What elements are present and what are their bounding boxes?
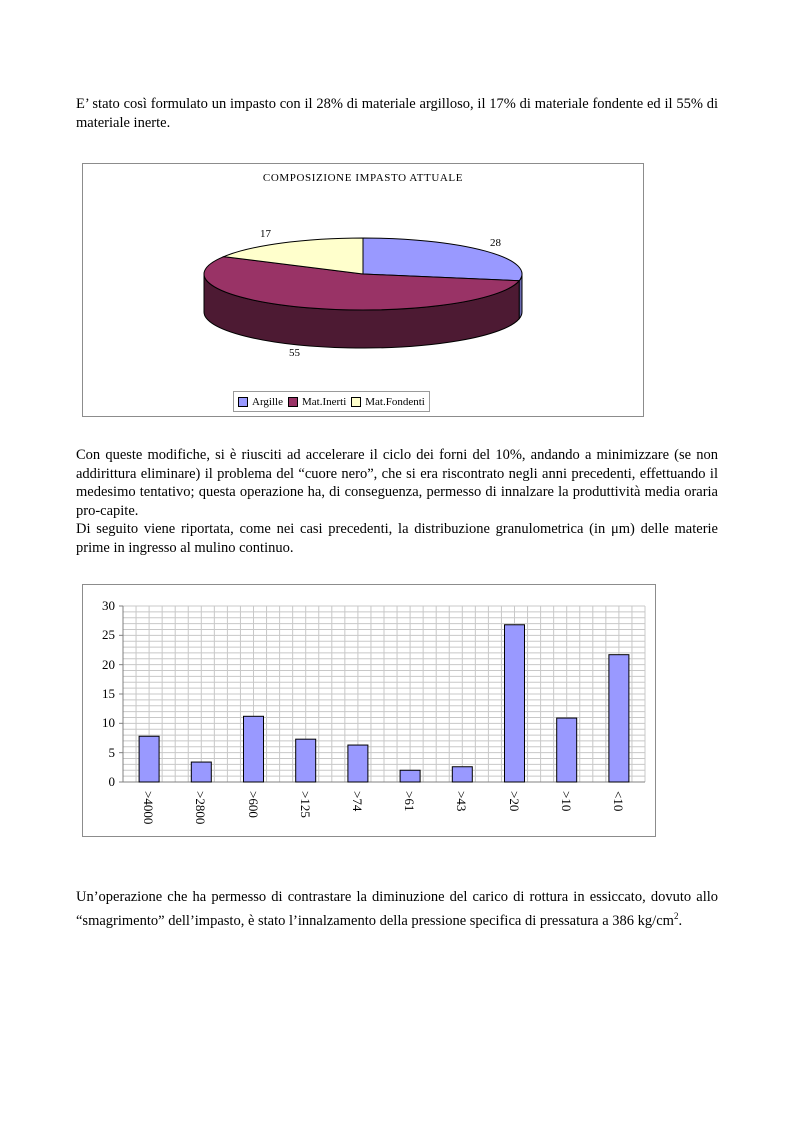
bar-2: [191, 762, 211, 782]
paragraph-intro: E’ stato così formulato un impasto con il 28% di materiale argilloso, il 17% di materiale fondente ed il 55% di materiale inerte.: [76, 96, 718, 131]
pie-label-fondenti: 17: [260, 228, 271, 240]
bar-xtick-label: >10: [558, 791, 574, 812]
bar-xtick-label: >43: [454, 791, 470, 812]
bar-xtick-label: >2800: [193, 791, 209, 825]
bar-chart-frame: [82, 584, 656, 837]
pie-chart: [83, 164, 643, 416]
bar-ytick-label: 25: [102, 627, 115, 643]
bar-ytick-label: 15: [102, 686, 115, 701]
bar-6: [400, 770, 420, 782]
bar-ytick-label: 10: [102, 715, 115, 731]
bar-8: [505, 625, 525, 782]
bar-ytick-label: 0: [108, 774, 115, 789]
bar-ytick-label: 20: [102, 656, 115, 672]
bar-xtick-label: >20: [506, 791, 522, 812]
bar-ytick-label: 30: [102, 598, 115, 613]
bar-10: [609, 655, 629, 782]
pie-label-argille: 28: [490, 237, 501, 249]
legend-label-fondenti: Mat.Fondenti: [365, 395, 425, 408]
legend-item-fondenti: [351, 396, 425, 408]
legend-swatch-fondenti: [351, 397, 361, 407]
legend-swatch-argille: [238, 397, 248, 407]
bar-xtick-label: >61: [402, 791, 418, 812]
paragraph-distribuzione: Di seguito viene riportata, come nei casi precedenti, la distribuzione granulometrica (in μm) delle materie prime in ingresso al mulino continuo.: [76, 521, 718, 556]
bar-1: [139, 736, 159, 782]
legend-label-inerti: Mat.Inerti: [301, 395, 347, 408]
legend-label-argille: Argille: [252, 395, 283, 408]
bar-xtick-label: >600: [245, 791, 261, 818]
bar-xtick-label: >125: [297, 791, 313, 818]
pressatura-superscript: 2: [673, 910, 679, 921]
bar-xtick-label: >74: [349, 791, 365, 812]
bar-7: [452, 767, 472, 782]
pie-label-inerti: 55: [289, 347, 300, 359]
paragraph-pressatura: [76, 888, 718, 930]
pie-chart-frame: [82, 163, 644, 417]
legend-swatch-inerti: [288, 397, 298, 407]
bar-3: [244, 716, 264, 782]
bar-9: [557, 718, 577, 782]
legend-item-argille: [238, 396, 283, 408]
bar-4: [296, 739, 316, 782]
paragraph-modifiche: Con queste modifiche, si è riusciti ad accelerare il ciclo dei forni del 10%, andando a minimizzare (se non addirittura eliminare) il problema del “cuore nero”, che si era riscontrato negli anni precedenti, effettuando il medesimo tentativo; questa operazione ha, di conseguenza, permesso di innalzare la produttività media oraria pro-capite.: [76, 447, 718, 519]
pie-legend: [233, 391, 430, 412]
pie-chart-title: COMPOSIZIONE IMPASTO ATTUALE: [262, 172, 464, 184]
pressatura-text: Un’operazione che ha permesso di contrastare la diminuzione del carico di rottura in essiccato, dovuto allo “smagrimento” dell’impasto, è stato l’innalzamento della pressione specifica di pressatura a 386 kg/cm: [76, 889, 718, 929]
bar-5: [348, 745, 368, 782]
bar-ytick-label: 5: [108, 744, 115, 760]
pressatura-end: .: [678, 912, 683, 929]
bar-xtick-label: >4000: [141, 791, 157, 825]
legend-item-inerti: [288, 396, 346, 408]
bar-xtick-label: <10: [610, 791, 626, 812]
